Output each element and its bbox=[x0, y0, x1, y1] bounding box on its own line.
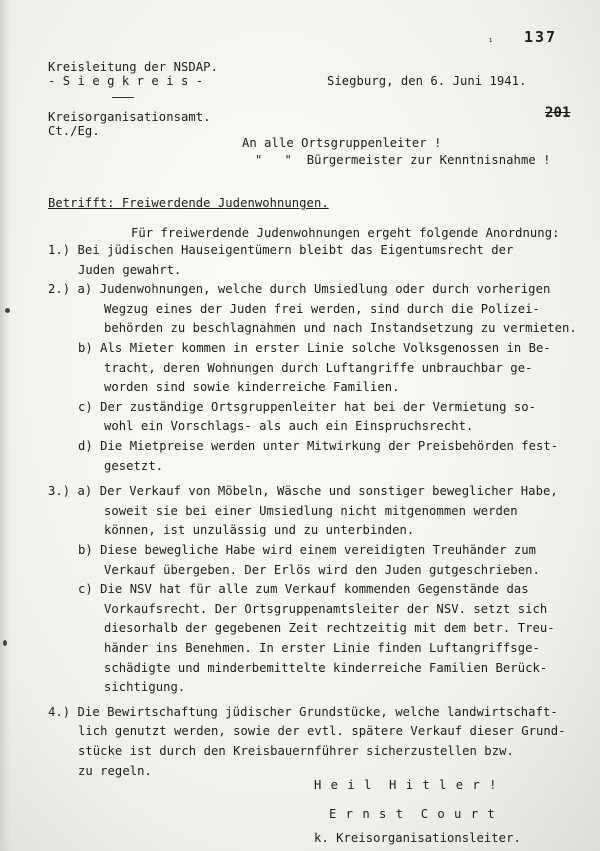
body-line: 2.) a) Judenwohnungen, welche durch Umsiedlung oder durch vorherigen bbox=[48, 282, 551, 296]
sender-line-2: - S i e g k r e i s - bbox=[48, 74, 204, 88]
body-line: b) Als Mieter kommen in erster Linie solche Volksgenossen in Be- bbox=[78, 341, 551, 355]
body-line: Verkauf übergeben. Der Erlös wird den Juden gutgeschrieben. bbox=[104, 563, 540, 577]
signatory-name: E r n s t C o u r t bbox=[329, 807, 496, 821]
page-mark: ¹ bbox=[488, 38, 494, 48]
body-line: diesorhalb der gegebenen Zeit rechtzeitig mit dem betr. Treu- bbox=[104, 621, 555, 635]
body-line: Juden gewahrt. bbox=[78, 263, 182, 277]
scan-edge-shadow bbox=[0, 0, 10, 851]
body-line: soweit sie bei einer Umsiedlung nicht mitgenommen werden bbox=[104, 504, 518, 518]
sender-line-1: Kreisleitung der NSDAP. bbox=[48, 60, 218, 74]
intro-line: Für freiwerdende Judenwohnungen ergeht folgende Anordnung: bbox=[131, 226, 560, 240]
punch-mark bbox=[5, 308, 10, 313]
page-number: 137 bbox=[524, 28, 558, 46]
signatory-title: k. Kreisorganisationsleiter. bbox=[314, 831, 521, 845]
body-line: b) Diese bewegliche Habe wird einem vereidigten Treuhänder zum bbox=[78, 543, 537, 557]
punch-mark bbox=[3, 640, 7, 646]
document-number: 201 bbox=[545, 105, 571, 121]
body-line: zu regeln. bbox=[78, 764, 152, 778]
divider-dash bbox=[112, 97, 134, 98]
body-line: lich genutzt werden, sowie der evtl. spätere Verkauf dieser Grund- bbox=[78, 724, 566, 738]
recipient-line-2: " " Bürgermeister zur Kenntnisnahme ! bbox=[255, 153, 551, 167]
body-line: 1.) Bei jüdischen Hauseigentümern bleibt das Eigentumsrecht der bbox=[48, 243, 514, 257]
office-name: Kreisorganisationsamt. bbox=[48, 110, 211, 124]
body-line: schädigte und minderbemittelte kinderreiche Familien Berück- bbox=[104, 661, 548, 675]
reference-code: Ct./Eg. bbox=[48, 124, 100, 138]
body-line: Vorkaufsrecht. Der Ortsgruppenamtsleiter der NSV. setzt sich bbox=[104, 602, 548, 616]
body-line: können, ist unzulässig und zu unterbinden. bbox=[104, 523, 415, 537]
body-line: 4.) Die Bewirtschaftung jüdischer Grundstücke, welche landwirtschaft- bbox=[48, 705, 558, 719]
subject-line: Betrifft: Freiwerdende Judenwohnungen. bbox=[48, 196, 329, 210]
body-line: d) Die Mietpreise werden unter Mitwirkung der Preisbehörden fest- bbox=[78, 439, 559, 453]
body-line: behörden zu beschlagnahmen und nach Instandsetzung zu vermieten. bbox=[104, 321, 577, 335]
body-line: c) Die NSV hat für alle zum Verkauf kommenden Gegenstände das bbox=[78, 582, 529, 596]
body-line: c) Der zuständige Ortsgruppenleiter hat bei der Vermietung so- bbox=[78, 400, 537, 414]
closing-greeting: H e i l H i t l e r ! bbox=[314, 778, 498, 792]
body-line: wohl ein Vorschlags- als auch ein Einspruchsrecht. bbox=[104, 419, 474, 433]
body-line: Wegzug eines der Juden frei werden, sind durch die Polizei- bbox=[104, 302, 540, 316]
body-line: worden sind sowie kinderreiche Familien. bbox=[104, 380, 400, 394]
body-line: stücke ist durch den Kreisbauernführer sicherzustellen bzw. bbox=[78, 744, 514, 758]
body-line: tracht, deren Wohnungen durch Luftangriffe unbrauchbar ge- bbox=[104, 361, 533, 375]
body-line: gesetzt. bbox=[104, 459, 164, 473]
place-date: Siegburg, den 6. Juni 1941. bbox=[327, 74, 527, 88]
recipient-line-1: An alle Ortsgruppenleiter ! bbox=[242, 136, 442, 150]
body-line: sichtigung. bbox=[104, 680, 186, 694]
body-line: händer ins Benehmen. In erster Linie finden Luftangriffsge- bbox=[104, 641, 540, 655]
body-line: 3.) a) Der Verkauf von Möbeln, Wäsche und sonstiger beweglicher Habe, bbox=[48, 484, 558, 498]
